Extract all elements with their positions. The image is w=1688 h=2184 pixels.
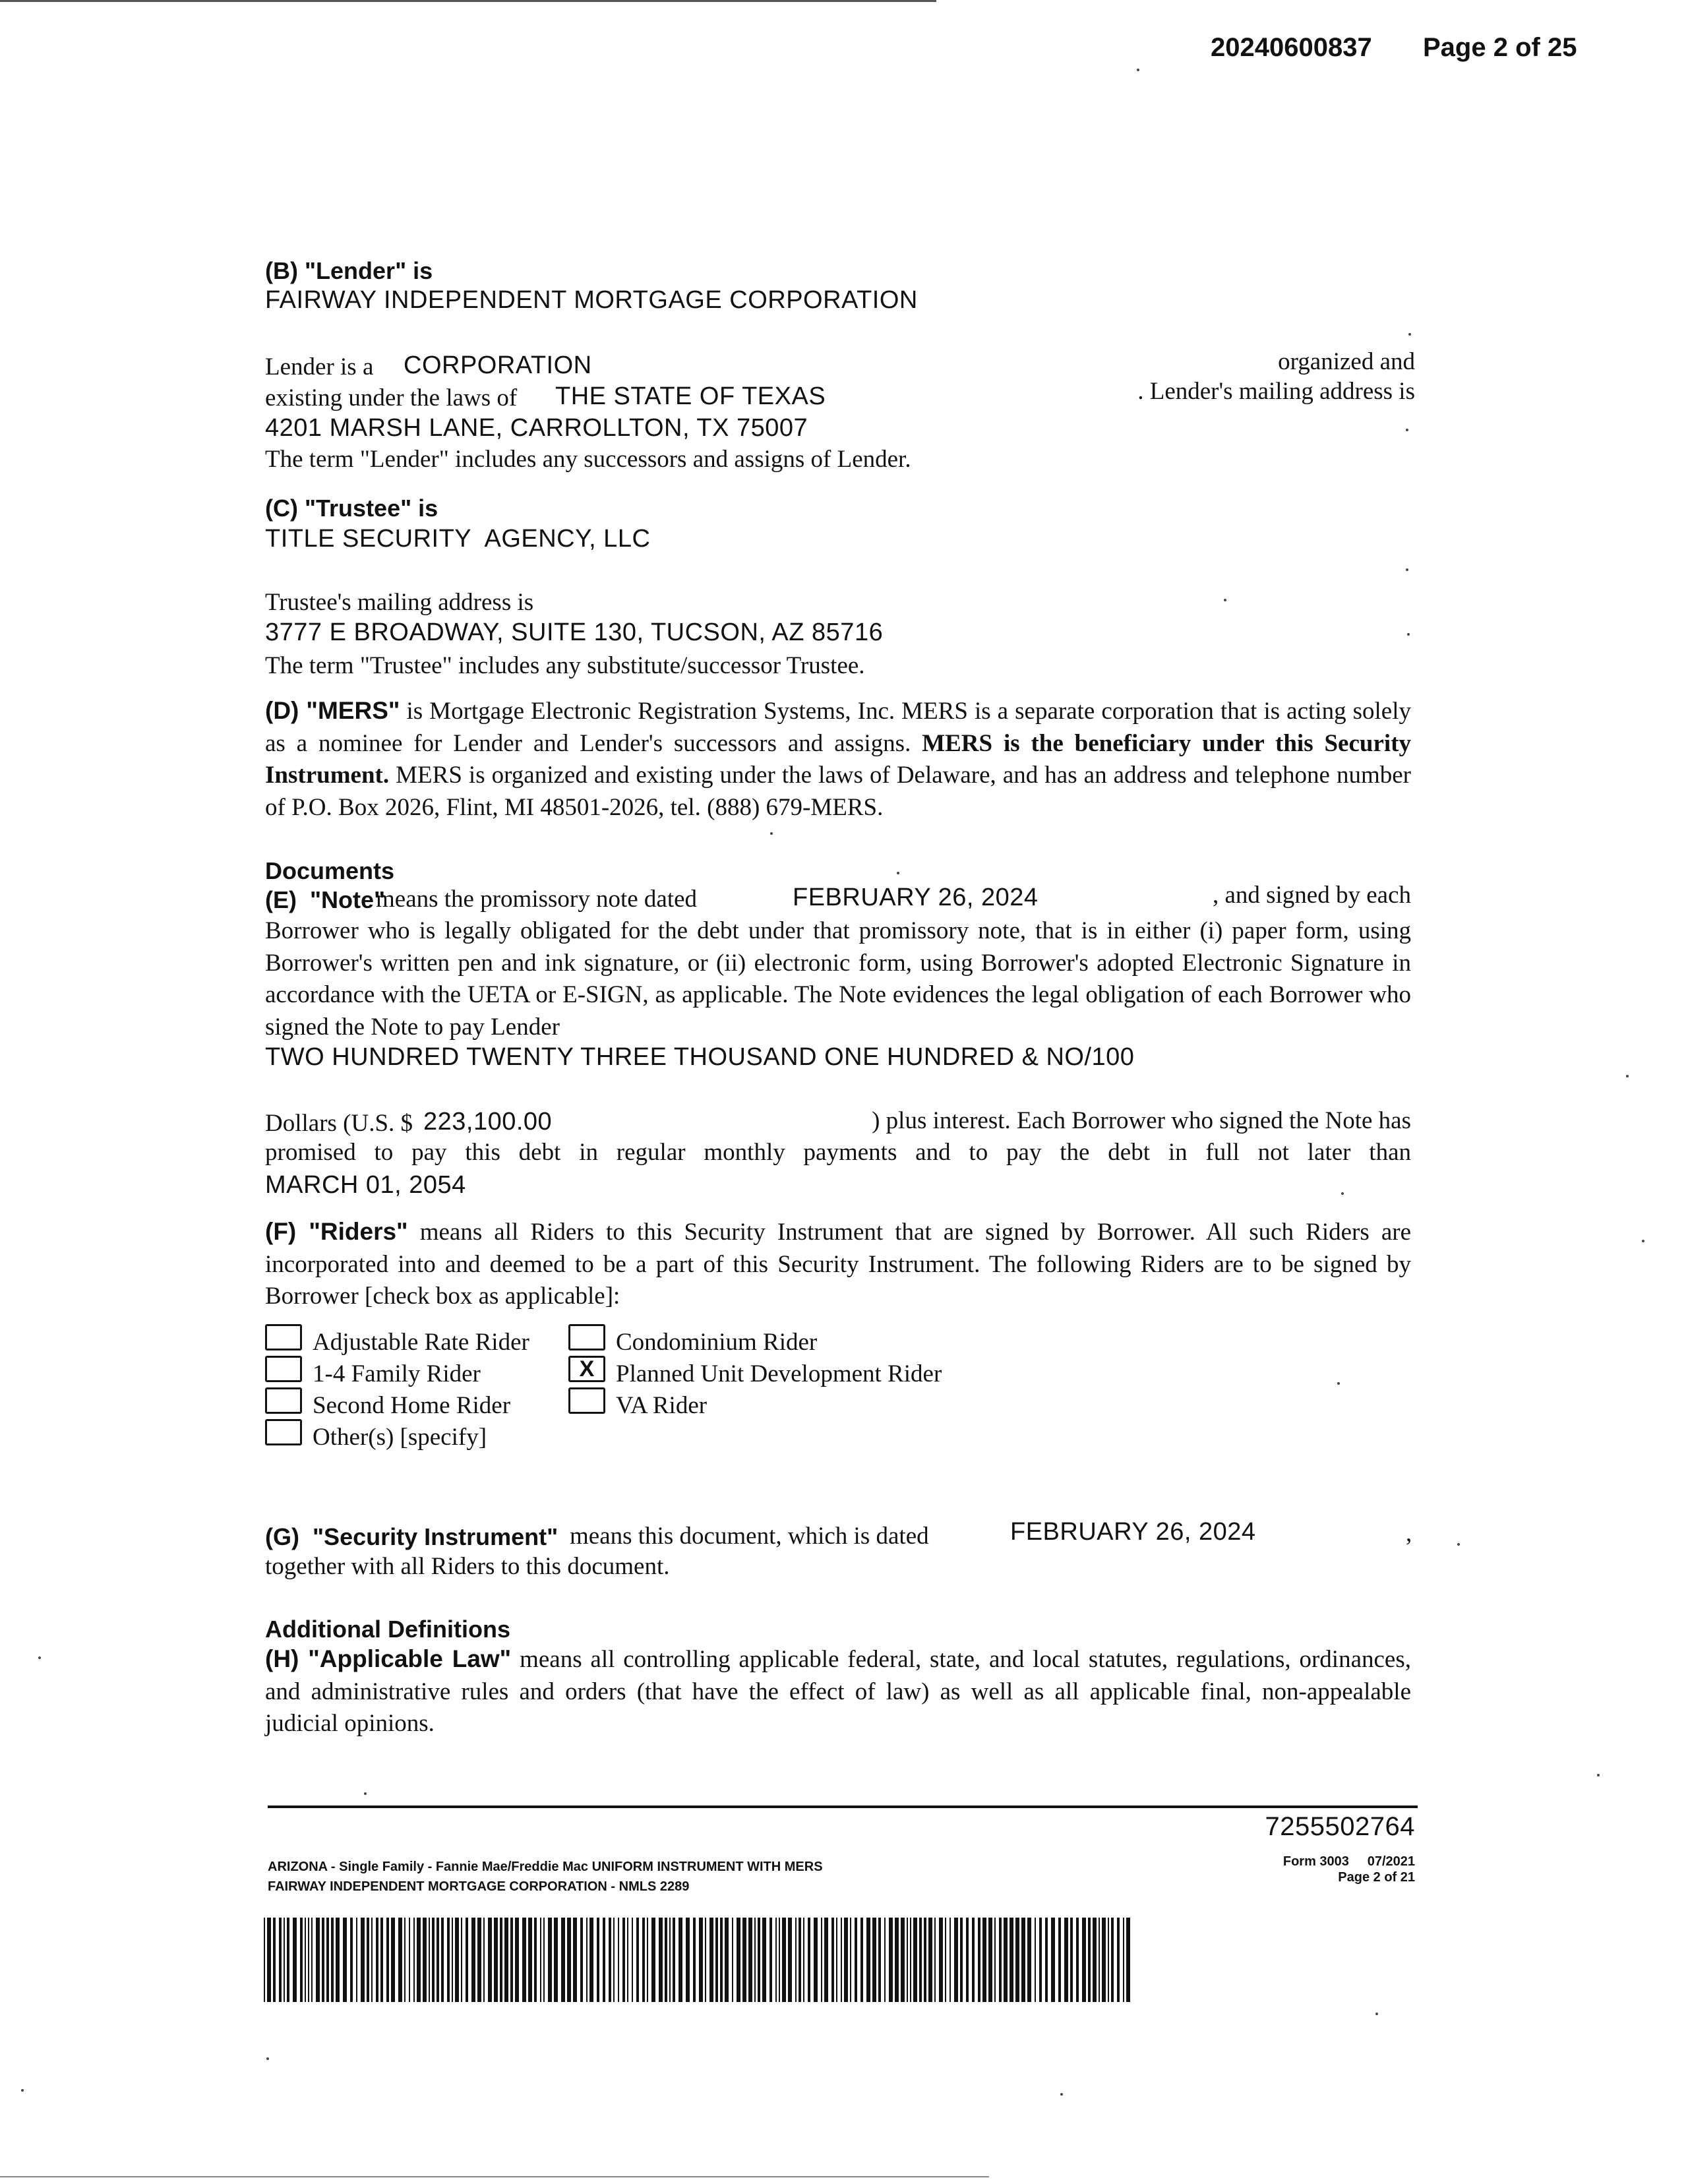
barcode-bar — [466, 1918, 468, 2002]
checkbox-1-4-family-rider[interactable] — [265, 1356, 302, 1382]
barcode-bar — [413, 1918, 415, 2002]
barcode-bar — [758, 1918, 760, 2002]
barcode-bar — [799, 1918, 801, 2002]
barcode-bar — [748, 1918, 752, 2002]
barcode-bar — [461, 1918, 462, 2002]
barcode-bar — [494, 1918, 498, 2002]
security-instrument-line-1 — [265, 1518, 1412, 1552]
label-other-riders: Other(s) [specify] — [313, 1424, 487, 1451]
barcode-bar — [913, 1918, 917, 2002]
barcode-bar — [488, 1918, 492, 2002]
loan-amount: 223,100.00 — [423, 1108, 553, 1136]
barcode-bar — [686, 1918, 690, 2002]
barcode-bar — [866, 1918, 870, 2002]
barcode-bar — [860, 1918, 863, 2002]
lender-mailing-is: . Lender's mailing address is — [1137, 378, 1415, 405]
documents-heading: Documents — [265, 857, 395, 884]
label-adjustable-rate-rider: Adjustable Rate Rider — [313, 1329, 529, 1356]
loan-number: 7255502764 — [1265, 1812, 1415, 1841]
mers-paragraph — [265, 695, 1411, 824]
barcode-bar — [343, 1918, 347, 2002]
scan-speck — [364, 1792, 367, 1795]
barcode-bar — [884, 1918, 886, 2002]
barcode-bar — [769, 1918, 772, 2002]
lender-existing-under: existing under the laws of — [265, 384, 518, 411]
trustee-address: 3777 E BROADWAY, SUITE 130, TUCSON, AZ 85716 — [265, 619, 884, 646]
barcode-bar — [1126, 1918, 1130, 2002]
barcode-bar — [471, 1918, 475, 2002]
barcode-bar — [1039, 1918, 1042, 2002]
barcode-bar — [398, 1918, 402, 2002]
barcode-bar — [737, 1918, 740, 2002]
barcode-bar — [1070, 1918, 1073, 2002]
scan-speck — [1137, 69, 1139, 71]
scan-bottom-line — [0, 2176, 989, 2177]
barcode-bar — [432, 1918, 435, 2002]
barcode-bar — [999, 1918, 1002, 2002]
barcode-bar — [982, 1918, 986, 2002]
barcode-bar — [939, 1918, 943, 2002]
barcode-bar — [1035, 1918, 1036, 2002]
barcode-bar — [1088, 1918, 1091, 2002]
label-1-4-family-rider: 1-4 Family Rider — [313, 1360, 481, 1387]
barcode-bar — [821, 1918, 822, 2002]
barcode-bar — [528, 1918, 532, 2002]
barcode-bar — [356, 1918, 357, 2002]
barcode-bar — [391, 1918, 395, 2002]
scan-speck — [1224, 599, 1226, 601]
scan-speck — [1642, 1240, 1644, 1242]
lender-is-a: Lender is a — [265, 353, 374, 380]
scan-speck — [897, 872, 899, 874]
barcode-bar — [924, 1918, 926, 2002]
barcode-bar — [1111, 1918, 1114, 2002]
barcode-bar — [934, 1918, 936, 2002]
barcode-bar — [994, 1918, 996, 2002]
note-line-1 — [265, 884, 1411, 915]
barcode-bar — [371, 1918, 373, 2002]
scan-speck — [770, 832, 773, 835]
scan-speck — [1060, 2093, 1063, 2096]
scan-speck — [1337, 1382, 1340, 1385]
barcode-bar — [1045, 1918, 1048, 2002]
barcode-bar — [589, 1918, 593, 2002]
scan-top-line — [0, 0, 936, 2]
barcode-bar — [580, 1918, 583, 2002]
scan-speck — [1626, 1075, 1629, 1077]
security-instrument-date: FEBRUARY 26, 2024 — [1010, 1518, 1256, 1546]
lender-address: 4201 MARSH LANE, CARROLLTON, TX 75007 — [265, 414, 808, 442]
lender-term: The term "Lender" includes any successors and assigns of Lender. — [265, 446, 911, 473]
mers-text-2: MERS is organized and existing under the laws of Delaware, and has an address and telephone number of P.O. Box 2026, Flint, MI 48501-2026, tel. (888) 679-MERS. — [265, 762, 1411, 821]
barcode-bar — [782, 1918, 786, 2002]
barcode-bar — [895, 1918, 899, 2002]
barcode-bar — [573, 1918, 577, 2002]
scan-speck — [1407, 633, 1410, 636]
barcode-bar — [803, 1918, 804, 2002]
barcode-bar — [1082, 1918, 1086, 2002]
security-instrument-comma: , — [1406, 1520, 1412, 1547]
checkbox-adjustable-rate-rider[interactable] — [265, 1324, 302, 1350]
barcode-bar — [1021, 1918, 1025, 2002]
checkbox-va-rider[interactable] — [568, 1387, 605, 1414]
barcode-bar — [622, 1918, 625, 2002]
form-title-line-2: FAIRWAY INDEPENDENT MORTGAGE CORPORATION - NMLS 2289 — [268, 1879, 690, 1894]
barcode-bar — [945, 1918, 946, 2002]
label-second-home-rider: Second Home Rider — [313, 1392, 511, 1419]
note-suffix: , and signed by each — [1212, 882, 1411, 909]
riders-text: means all Riders to this Security Instrument that are signed by Borrower. All such Riders are incorporated into and deemed to be a part of this Security Instrument. The following Riders are to be signed by Borrower [check box as applicable]: — [265, 1219, 1411, 1310]
barcode-bar — [540, 1918, 541, 2002]
barcode-bar — [548, 1918, 552, 2002]
barcode-bar — [699, 1918, 703, 2002]
trustee-term: The term "Trustee" includes any substitute/successor Trustee. — [265, 652, 865, 679]
note-paragraph: Borrower who is legally obligated for the debt under that promissory note, that is in either (i) paper form, using Borrower's written pen and ink signature, or (ii) electronic form, using Borrower's adopted Electronic Signature in accordance with the UETA or E-SIGN, as applicable. The Note evidences the legal obligation of each Borrower who signed the Note to pay Lender — [265, 917, 1411, 1041]
barcode-bar — [510, 1918, 513, 2002]
checkbox-planned-unit-development-rider[interactable]: X — [568, 1356, 605, 1382]
note-date: FEBRUARY 26, 2024 — [793, 884, 1039, 911]
scan-speck — [1457, 1543, 1460, 1546]
barcode-bar — [305, 1918, 306, 2002]
scan-speck — [1341, 1192, 1344, 1195]
trustee-mailing-is: Trustee's mailing address is — [265, 589, 534, 616]
barcode-bar — [308, 1918, 309, 2002]
footer-rule — [268, 1805, 1418, 1808]
applicable-law-label: (H) "Applicable Law" — [265, 1645, 512, 1672]
barcode-bar — [627, 1918, 628, 2002]
barcode-bar — [561, 1918, 565, 2002]
note-prefix: means the promissory note dated — [376, 886, 698, 913]
barcode-bar — [417, 1918, 421, 2002]
page-label: Page 2 of 25 — [1423, 33, 1577, 62]
barcode-bar — [1015, 1918, 1019, 2002]
barcode-bar — [978, 1918, 980, 2002]
barcode-bar — [808, 1918, 810, 2002]
barcode-bar — [647, 1918, 648, 2002]
dollars-line — [265, 1108, 1411, 1139]
note-label: (E) "Note" — [265, 886, 386, 913]
barcode-bar — [504, 1918, 508, 2002]
checkbox-second-home-rider[interactable] — [265, 1387, 302, 1414]
barcode-bar — [779, 1918, 780, 2002]
barcode-bar — [910, 1918, 911, 2002]
barcode-bar — [788, 1918, 792, 2002]
barcode-bar — [273, 1918, 276, 2002]
barcode-bar — [543, 1918, 545, 2002]
barcode-bar — [534, 1918, 537, 2002]
label-condominium-rider: Condominium Rider — [616, 1329, 818, 1356]
barcode-bar — [1123, 1918, 1124, 2002]
barcode-bar — [1102, 1918, 1106, 2002]
scan-speck — [1408, 333, 1411, 336]
maturity-date: MARCH 01, 2054 — [265, 1171, 466, 1199]
label-va-rider: VA Rider — [616, 1392, 708, 1419]
barcode-bar — [264, 1918, 265, 2002]
additional-definitions-heading: Additional Definitions — [265, 1616, 510, 1643]
barcode-bar — [919, 1918, 922, 2002]
barcode-bar — [1117, 1918, 1120, 2002]
barcode-bar — [1051, 1918, 1055, 2002]
barcode-bar — [586, 1918, 588, 2002]
lender-state: THE STATE OF TEXAS — [555, 382, 826, 410]
barcode-bar — [1093, 1918, 1097, 2002]
barcode-bar — [1064, 1918, 1068, 2002]
barcode-bar — [928, 1918, 932, 2002]
barcode-bar — [386, 1918, 389, 2002]
barcode-bar — [1099, 1918, 1100, 2002]
barcode-bar — [725, 1918, 729, 2002]
barcode-bar — [855, 1918, 857, 2002]
barcode-bar — [732, 1918, 733, 2002]
barcode-bar — [409, 1918, 410, 2002]
dollars-prefix: Dollars (U.S. $ — [265, 1110, 413, 1137]
barcode-bar — [872, 1918, 876, 2002]
scan-speck — [1406, 568, 1408, 571]
scan-speck — [1406, 429, 1408, 431]
barcode-bar — [775, 1918, 777, 2002]
label-planned-unit-development-rider: Planned Unit Development Rider — [616, 1360, 942, 1387]
barcode-bar — [836, 1918, 837, 2002]
barcode-bar — [636, 1918, 639, 2002]
scan-speck — [266, 2057, 269, 2060]
barcode-bar — [609, 1918, 611, 2002]
barcode-bar — [477, 1918, 481, 2002]
scan-speck — [1375, 2013, 1378, 2015]
barcode-bar — [554, 1918, 558, 2002]
barcode-bar — [705, 1918, 706, 2002]
barcode-bar — [693, 1918, 696, 2002]
barcode-bar — [709, 1918, 713, 2002]
scan-speck — [1597, 1774, 1600, 1776]
barcode-bar — [678, 1918, 682, 2002]
security-instrument-prefix: means this document, which is dated — [570, 1523, 929, 1550]
scan-speck — [21, 2089, 24, 2092]
barcode-bar — [293, 1918, 297, 2002]
barcode-bar — [500, 1918, 502, 2002]
barcode-bar — [322, 1918, 324, 2002]
barcode-bar — [361, 1918, 365, 2002]
barcode-bar — [452, 1918, 453, 2002]
barcode-bar — [669, 1918, 671, 2002]
barcode-bar — [423, 1918, 427, 2002]
barcode-bar — [597, 1918, 599, 2002]
barcode-bar — [279, 1918, 282, 2002]
barcode-bar — [367, 1918, 369, 2002]
barcode — [264, 1918, 1134, 2002]
lender-organized-and: organized and — [1278, 348, 1415, 375]
barcode-bar — [522, 1918, 526, 2002]
barcode-bar — [715, 1918, 718, 2002]
barcode-bar — [831, 1918, 834, 2002]
barcode-bar — [632, 1918, 633, 2002]
barcode-bar — [1010, 1918, 1013, 2002]
barcode-bar — [1027, 1918, 1031, 2002]
barcode-bar — [907, 1918, 908, 2002]
barcode-bar — [311, 1918, 313, 2002]
barcode-bar — [267, 1918, 271, 2002]
lender-heading: (B) "Lender" is — [265, 257, 433, 284]
mers-bold-text: MERS is the beneficiary under this Security Instrument. — [265, 729, 1411, 789]
applicable-law-paragraph — [265, 1643, 1411, 1740]
barcode-bar — [795, 1918, 797, 2002]
barcode-bar — [1058, 1918, 1061, 2002]
barcode-bar — [901, 1918, 905, 2002]
barcode-bar — [429, 1918, 430, 2002]
barcode-bar — [316, 1918, 320, 2002]
trustee-heading: (C) "Trustee" is — [265, 495, 438, 522]
barcode-bar — [336, 1918, 340, 2002]
barcode-bar — [814, 1918, 818, 2002]
barcode-bar — [515, 1918, 519, 2002]
barcode-bar — [287, 1918, 289, 2002]
checkbox-other-riders[interactable] — [265, 1419, 302, 1445]
barcode-bar — [966, 1918, 969, 2002]
form-page: Page 2 of 21 — [1338, 1870, 1415, 1885]
mers-label: (D) "MERS" — [265, 697, 400, 724]
barcode-bar — [665, 1918, 667, 2002]
barcode-bar — [380, 1918, 383, 2002]
lender-name: FAIRWAY INDEPENDENT MORTGAGE CORPORATION — [265, 286, 918, 314]
barcode-bar — [878, 1918, 881, 2002]
barcode-bar — [844, 1918, 848, 2002]
barcode-bar — [613, 1918, 615, 2002]
barcode-bar — [841, 1918, 842, 2002]
barcode-bar — [437, 1918, 439, 2002]
barcode-bar — [376, 1918, 378, 2002]
applicable-law-text: means all controlling applicable federal, state, and local statutes, regulations, ordinances, and administrative rules and orders (that have the effect of law) as well as all applicable final, non-appealable judicial opinions. — [265, 1646, 1412, 1737]
barcode-bar — [300, 1918, 303, 2002]
lender-type: CORPORATION — [404, 351, 592, 379]
barcode-bar — [642, 1918, 645, 2002]
security-instrument-label: (G) "Security Instrument" — [265, 1523, 558, 1550]
barcode-bar — [404, 1918, 406, 2002]
barcode-bar — [1004, 1918, 1008, 2002]
barcode-bar — [659, 1918, 663, 2002]
barcode-bar — [284, 1918, 285, 2002]
barcode-bar — [350, 1918, 353, 2002]
barcode-bar — [483, 1918, 485, 2002]
barcode-bar — [850, 1918, 851, 2002]
barcode-bar — [824, 1918, 828, 2002]
barcode-bar — [988, 1918, 992, 2002]
document-number: 20240600837 — [1211, 33, 1372, 62]
barcode-bar — [603, 1918, 605, 2002]
security-instrument-line-2: together with all Riders to this document. — [265, 1553, 670, 1580]
riders-label: (F) "Riders" — [265, 1218, 408, 1245]
barcode-bar — [567, 1918, 571, 2002]
barcode-bar — [742, 1918, 746, 2002]
trustee-name: TITLE SECURITY AGENCY, LLC — [265, 525, 651, 553]
mers-text-1: is Mortgage Electronic Registration Systems, Inc. MERS is a separate corporation that is acting solely as a nominee for Lender and Lender's successors and assigns. — [265, 698, 1411, 757]
riders-paragraph — [265, 1216, 1411, 1313]
barcode-bar — [720, 1918, 723, 2002]
barcode-bar — [455, 1918, 459, 2002]
barcode-bar — [326, 1918, 329, 2002]
barcode-bar — [954, 1918, 958, 2002]
barcode-bar — [960, 1918, 963, 2002]
barcode-bar — [950, 1918, 951, 2002]
amount-in-words: TWO HUNDRED TWENTY THREE THOUSAND ONE HUNDRED & NO/100 — [265, 1043, 1135, 1071]
barcode-bar — [618, 1918, 619, 2002]
promise-text: promised to pay this debt in regular monthly payments and to pay the debt in full not later than — [265, 1139, 1411, 1166]
barcode-bar — [673, 1918, 675, 2002]
barcode-bar — [441, 1918, 444, 2002]
barcode-bar — [1108, 1918, 1109, 2002]
barcode-bar — [651, 1918, 655, 2002]
scan-speck — [38, 1656, 41, 1659]
form-number: Form 3003 07/2021 — [1282, 1854, 1415, 1869]
barcode-bar — [889, 1918, 893, 2002]
barcode-bar — [1076, 1918, 1079, 2002]
barcode-bar — [447, 1918, 450, 2002]
barcode-bar — [754, 1918, 756, 2002]
checkbox-condominium-rider[interactable] — [568, 1324, 605, 1350]
barcode-bar — [762, 1918, 766, 2002]
barcode-bar — [331, 1918, 334, 2002]
form-title-line-1: ARIZONA - Single Family - Fannie Mae/Freddie Mac UNIFORM INSTRUMENT WITH MERS — [268, 1860, 823, 1874]
barcode-bar — [972, 1918, 975, 2002]
dollars-suffix: ) plus interest. Each Borrower who signed the Note has — [872, 1107, 1411, 1134]
